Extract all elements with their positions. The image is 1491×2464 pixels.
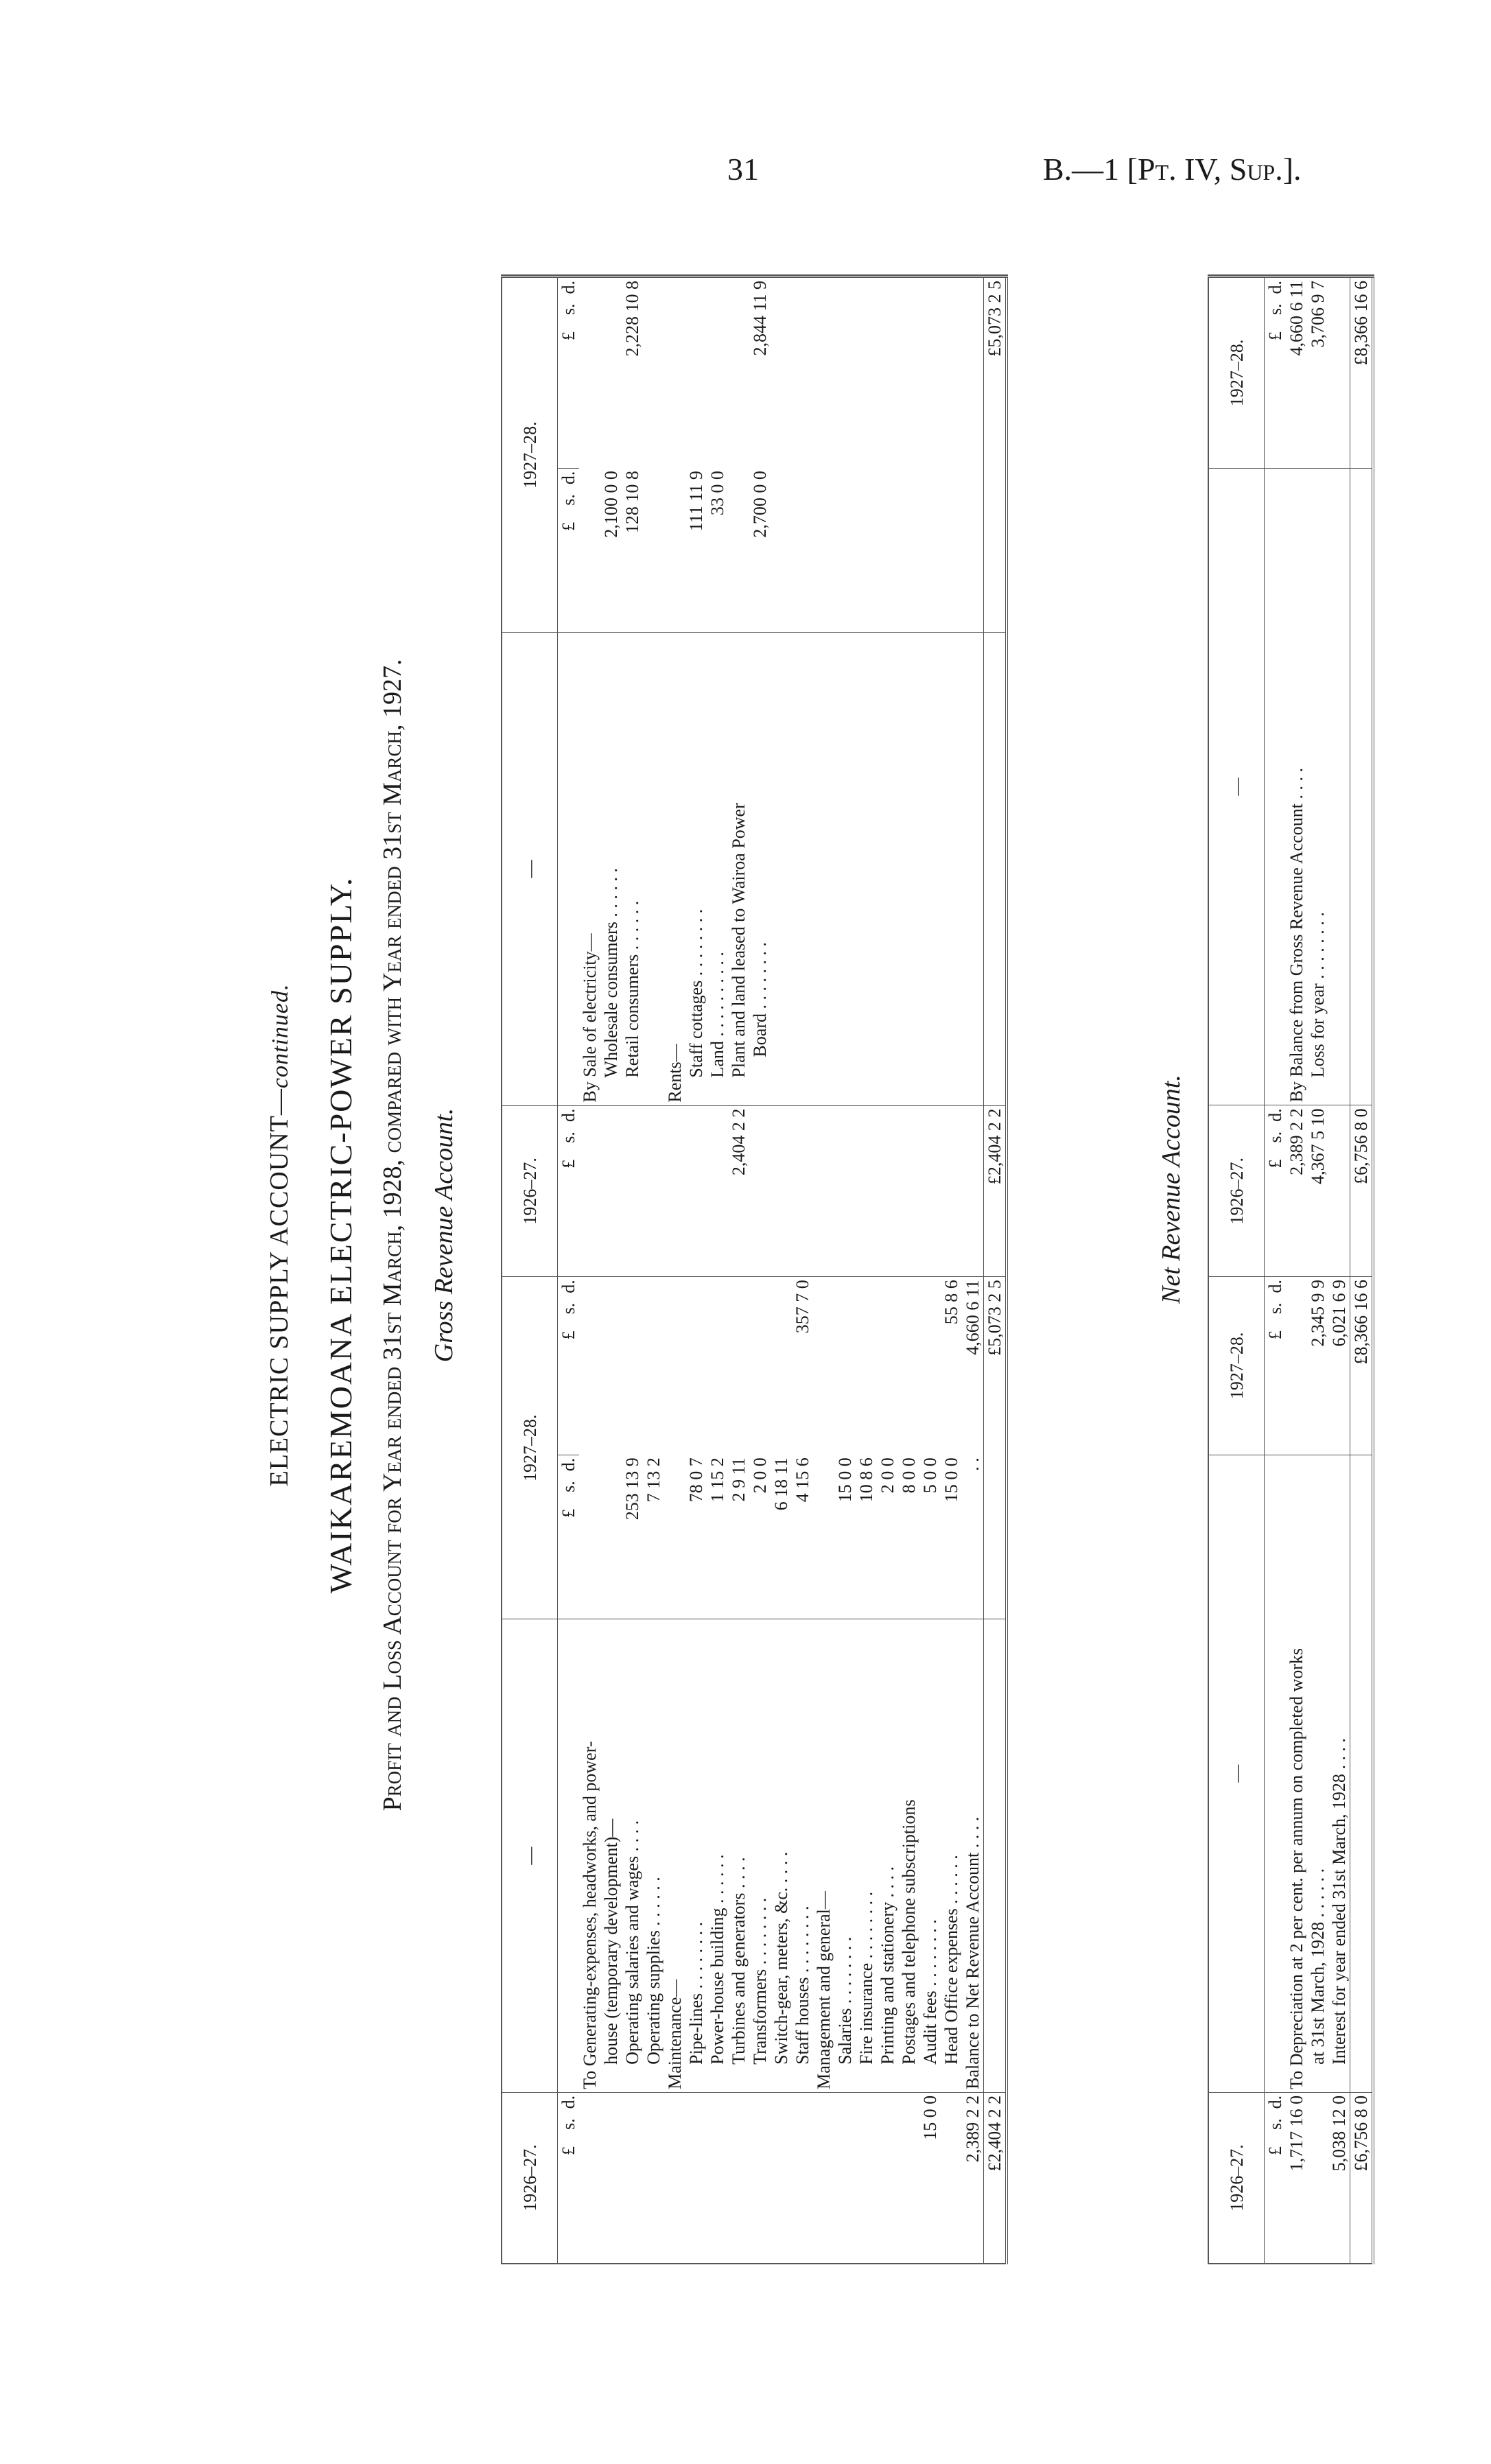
- unit-pound: £: [1265, 1330, 1285, 1340]
- account-subtitle: [377, 137, 408, 2333]
- subtotal-1927-left: [664, 1277, 685, 1455]
- item-amount: . .: [962, 1455, 984, 1619]
- account-row: [1286, 277, 1307, 2264]
- subtotal-1927-left: [749, 1277, 771, 1455]
- unit-label: [1265, 1105, 1287, 1277]
- item-description: Staff houses . . . . . . . .: [792, 1619, 813, 2093]
- amount-1926-left: [898, 2092, 919, 2264]
- unit-pound: £: [559, 521, 578, 531]
- section-title: [264, 137, 294, 2333]
- item-amount: 10 8 6: [856, 1455, 877, 1619]
- unit-pound: £: [1265, 331, 1285, 341]
- item-amount: 5 0 0: [919, 1455, 941, 1619]
- total-1926-right: £2,404 2 2: [984, 1105, 1007, 1277]
- item-description: Interest for year ended 31st March, 1928 . . . .: [1328, 1455, 1350, 2092]
- item-description: [834, 633, 856, 1105]
- item-description: [813, 633, 834, 1105]
- subtotal-1927-left: [898, 1277, 919, 1455]
- amount-1926-right: [643, 1105, 664, 1277]
- subtotal-1927-left: [877, 1277, 898, 1455]
- amount-1926-left: [813, 2092, 834, 2264]
- item-amount: [664, 1455, 685, 1619]
- net-header-row: [1208, 277, 1265, 2264]
- item-amount: [771, 468, 792, 633]
- item-amount: 7 13 2: [643, 1455, 664, 1619]
- account-row: [941, 277, 962, 2264]
- item-description: [898, 633, 919, 1105]
- unit-shilling: s.: [559, 303, 578, 316]
- account-row: [919, 277, 941, 2264]
- total-1927-left: £8,366 16 6: [1350, 1277, 1374, 1455]
- unit-pence: d.: [1265, 1108, 1285, 1122]
- amount-1926-right: [664, 1105, 685, 1277]
- item-amount: [813, 468, 834, 633]
- item-description: [1328, 468, 1350, 1105]
- subtotal-1927-left: 4,660 6 11: [963, 1280, 983, 1355]
- total-spacer: [1350, 1455, 1374, 2092]
- amount-1926-right: [1328, 1105, 1350, 1277]
- amount-1926-right: [579, 1105, 600, 1277]
- account-row: [856, 277, 877, 2264]
- unit-pence: d.: [559, 471, 578, 485]
- item-description: Loss for year . . . . . . . .: [1307, 468, 1328, 1105]
- reference-prefix: B.—1 [: [1043, 152, 1138, 187]
- total-spacer: [984, 1455, 1007, 1619]
- unit-shilling: s.: [559, 1481, 578, 1492]
- amount-1926-right: [962, 1105, 984, 1277]
- subtotal-1927-left: [685, 1277, 707, 1455]
- amount-1926-left: [749, 2092, 771, 2264]
- subtotal-1927-right: [579, 277, 600, 469]
- subtotal-1927-left: [579, 1277, 600, 1455]
- amount-1926-left: [877, 2092, 898, 2264]
- unit-label: [558, 1619, 580, 2093]
- totals-row: [1350, 277, 1374, 2264]
- subtotal-1927-right: [856, 277, 877, 469]
- amount-1926-left: [834, 2092, 856, 2264]
- unit-pence: d.: [1265, 281, 1285, 294]
- subtotal-1927-right: [941, 277, 962, 469]
- account-subtitle-text: Profit and Loss Account for Year ended 31st March, 1928, compared with Year ended 31st March, 1927.: [378, 659, 407, 1811]
- amount-1926-left: 1,717 16 0: [1287, 2095, 1306, 2172]
- unit-shilling: s.: [1265, 303, 1285, 316]
- item-description: [919, 633, 941, 1105]
- total-spacer: [984, 633, 1007, 1105]
- reference-part: Pt. IV, Sup.: [1138, 152, 1283, 187]
- total-spacer: [984, 468, 1007, 633]
- item-amount: 78 0 7: [685, 1455, 707, 1619]
- account-row: [664, 277, 685, 2264]
- item-amount: 15 0 0: [834, 1455, 856, 1619]
- account-row: [579, 277, 600, 2264]
- item-description: [856, 633, 877, 1105]
- item-description: Board . . . . . . . .: [749, 633, 771, 1105]
- subtotal-1927-left: [834, 1277, 856, 1455]
- account-row: [771, 277, 792, 2264]
- unit-label: [558, 633, 580, 1105]
- item-description: Maintenance—: [664, 1619, 685, 2093]
- unit-pound: £: [559, 1330, 578, 1340]
- units-row: [1265, 277, 1287, 2264]
- account-row: [728, 277, 749, 2264]
- total-1926-left: £6,756 8 0: [1350, 2092, 1374, 2264]
- item-amount: [813, 1455, 834, 1619]
- col-desc-left: —: [502, 1619, 558, 2093]
- col-1926-right: 1926–27.: [1208, 1105, 1265, 1277]
- col-1926-right: 1926–27.: [502, 1105, 558, 1277]
- subtotal-1927-right: [792, 277, 813, 469]
- amount-1926-left: 5,038 12 0: [1329, 2095, 1349, 2172]
- item-amount: 111 11 9: [685, 468, 707, 633]
- subtotal-1927-right: [834, 277, 856, 469]
- amount-1926-right: [813, 1105, 834, 1277]
- unit-label: [558, 277, 580, 469]
- item-description: Power-house building . . . . . .: [707, 1619, 728, 2093]
- amount-1927-right: [1328, 277, 1350, 469]
- item-description: Pipe-lines . . . . . . . .: [685, 1619, 707, 2093]
- unit-pound: £: [559, 1508, 578, 1518]
- item-amount: [728, 468, 749, 633]
- amount-1926-left: [771, 2092, 792, 2264]
- subtotal-1927-left: 357 7 0: [793, 1280, 812, 1334]
- unit-shilling: s.: [1265, 1302, 1285, 1315]
- item-description: Operating supplies . . . . . .: [643, 1619, 664, 2093]
- subtotal-1927-right: 2,228 10 8: [622, 281, 642, 357]
- account-row: [962, 277, 984, 2264]
- unit-pence: d.: [559, 281, 578, 294]
- item-amount: [643, 468, 664, 633]
- subtotal-1927-left: [707, 1277, 728, 1455]
- amount-1927-left: 2,345 9 9: [1307, 1277, 1328, 1455]
- account-title: WAIKAREMOANA ELECTRIC-POWER SUPPLY.: [323, 876, 358, 1594]
- col-1927-right: 1927–28.: [1208, 277, 1265, 469]
- subtotal-1927-right: 2,844 11 9: [750, 281, 770, 356]
- amount-1926-right: [707, 1105, 728, 1277]
- subtotal-1927-left: [600, 1277, 622, 1455]
- item-amount: 2 0 0: [877, 1455, 898, 1619]
- section-title-continued: continued.: [268, 983, 293, 1089]
- amount-1926-right: 2,389 2 2: [1286, 1105, 1307, 1277]
- subtotal-1927-left: [856, 1277, 877, 1455]
- amount-1927-right: 3,706 9 7: [1307, 277, 1328, 469]
- item-description: house (temporary development)—: [600, 1619, 622, 2093]
- item-amount: [792, 468, 813, 633]
- item-amount: 253 13 9: [622, 1455, 643, 1619]
- unit-label: [1265, 277, 1287, 469]
- total-spacer: [1350, 468, 1374, 1105]
- subtotal-1927-left: [813, 1277, 834, 1455]
- amount-1926-right: [898, 1105, 919, 1277]
- unit-pence: d.: [559, 2095, 578, 2109]
- item-description: To Depreciation at 2 per cent. per annum on completed works: [1286, 1455, 1307, 2092]
- account-row: [877, 277, 898, 2264]
- col-1926-left: 1926–27.: [1208, 2092, 1265, 2264]
- subtotal-1927-right: [919, 277, 941, 469]
- item-amount: [962, 468, 984, 633]
- item-amount: 2 0 0: [749, 1455, 771, 1619]
- col-desc-left: —: [1208, 1455, 1265, 2092]
- page-number: 31: [727, 152, 759, 187]
- item-amount: [579, 468, 600, 633]
- item-amount: [877, 468, 898, 633]
- item-amount: [834, 468, 856, 633]
- amount-1926-right: 4,367 5 10: [1307, 1105, 1328, 1277]
- amount-1926-right: [600, 1105, 622, 1277]
- amount-1927-left: 6,021 6 9: [1328, 1277, 1350, 1455]
- amount-1926-left: [728, 2092, 749, 2264]
- account-row: [1328, 277, 1350, 2264]
- item-amount: [579, 1455, 600, 1619]
- amount-1926-left: [685, 2092, 707, 2264]
- unit-shilling: s.: [559, 1131, 578, 1143]
- item-description: Printing and stationery . . . .: [877, 1619, 898, 2093]
- amount-1926-left: [579, 2092, 600, 2264]
- item-amount: 33 0 0: [707, 468, 728, 633]
- col-1927-left: 1927–28.: [1208, 1277, 1265, 1455]
- account-row: [643, 277, 664, 2264]
- amount-1926-right: [919, 1105, 941, 1277]
- account-row: [898, 277, 919, 2264]
- item-description: Audit fees . . . . . . . .: [919, 1619, 941, 2093]
- amount-1926-left: [1307, 2092, 1328, 2264]
- amount-1926-right: [877, 1105, 898, 1277]
- total-1926-left: £2,404 2 2: [984, 2092, 1007, 2264]
- item-description: Head Office expenses . . . . . .: [941, 1619, 962, 2093]
- item-amount: [600, 1455, 622, 1619]
- account-row: [1307, 277, 1328, 2264]
- unit-pound: £: [559, 331, 578, 341]
- item-description: Retail consumers . . . . . .: [622, 633, 643, 1105]
- subtotal-1927-right: [600, 277, 622, 469]
- item-description: Turbines and generators . . . .: [728, 1619, 749, 2093]
- subtotal-1927-right: [962, 277, 984, 469]
- unit-shilling: s.: [559, 1302, 578, 1315]
- unit-label: [1265, 1277, 1287, 1455]
- item-amount: 2 9 11: [728, 1455, 749, 1619]
- amount-1926-right: [771, 1105, 792, 1277]
- unit-shilling: s.: [559, 2118, 578, 2130]
- unit-pound: £: [1265, 2146, 1285, 2155]
- item-amount: 4 15 6: [792, 1455, 813, 1619]
- amount-1926-left: [600, 2092, 622, 2264]
- subtotal-1927-right: [707, 277, 728, 469]
- col-desc-right: —: [1208, 468, 1265, 1105]
- units-row: [558, 277, 580, 2264]
- subtotal-1927-right: [877, 277, 898, 469]
- amount-1926-left: [792, 2092, 813, 2264]
- item-description: Transformers . . . . . . . .: [749, 1619, 771, 2093]
- item-amount: [919, 468, 941, 633]
- unit-label: [1265, 468, 1287, 1105]
- col-1926-left: 1926–27.: [502, 2092, 558, 2264]
- item-description: at 31st March, 1928 . . . . . .: [1307, 1455, 1328, 2092]
- item-amount: [941, 468, 962, 633]
- subtotal-1927-right: [643, 277, 664, 469]
- item-description: Balance to Net Revenue Account . . . .: [962, 1619, 984, 2093]
- unit-pound: £: [559, 1159, 578, 1169]
- col-desc-right: —: [502, 633, 558, 1105]
- item-description: By Sale of electricity—: [579, 633, 600, 1105]
- amount-1926-left: [622, 2092, 643, 2264]
- amount-1926-right: [941, 1105, 962, 1277]
- col-1927-left: 1927–28.: [502, 1277, 558, 1619]
- subtotal-1927-left: 55 8 6: [941, 1280, 961, 1325]
- amount-1926-left: [941, 2092, 962, 2264]
- item-description: To Generating-expenses, headworks, and power-: [579, 1619, 600, 2093]
- item-description: Wholesale consumers . . . . . .: [600, 633, 622, 1105]
- amount-1926-right: [622, 1105, 643, 1277]
- item-description: [877, 633, 898, 1105]
- total-1927-right: £8,366 16 6: [1350, 277, 1374, 469]
- amount-1927-left: [1286, 1277, 1307, 1455]
- item-amount: 2,700 0 0: [749, 468, 771, 633]
- item-amount: 15 0 0: [941, 1455, 962, 1619]
- amount-1926-right: 2,404 2 2: [728, 1105, 749, 1277]
- item-description: Postages and telephone subscriptions: [898, 1619, 919, 2093]
- unit-label: [1265, 1455, 1287, 2092]
- unit-pence: d.: [1265, 1280, 1285, 1293]
- item-description: Fire insurance . . . . . . . .: [856, 1619, 877, 2093]
- account-row: [749, 277, 771, 2264]
- amount-1926-left: 15 0 0: [920, 2095, 940, 2140]
- unit-label: [558, 1277, 580, 1455]
- account-row: [813, 277, 834, 2264]
- item-description: [643, 633, 664, 1105]
- subtotal-1927-left: [919, 1277, 941, 1455]
- net-revenue-heading: Net Revenue Account.: [1157, 1075, 1186, 1304]
- unit-pound: £: [559, 2146, 578, 2155]
- item-description: [941, 633, 962, 1105]
- account-row: [622, 277, 643, 2264]
- item-description: Management and general—: [813, 1619, 834, 2093]
- item-description: [792, 633, 813, 1105]
- item-amount: 2,100 0 0: [600, 468, 622, 633]
- item-amount: 8 0 0: [898, 1455, 919, 1619]
- subtotal-1927-right: [664, 277, 685, 469]
- subtotal-1927-right: [898, 277, 919, 469]
- unit-shilling: s.: [559, 494, 578, 506]
- item-description: Operating salaries and wages . . . .: [622, 1619, 643, 2093]
- item-description: Salaries . . . . . . . .: [834, 1619, 856, 2093]
- net-revenue-table: [1208, 274, 1374, 2264]
- gross-revenue-table: [501, 274, 1008, 2264]
- col-1927-right: 1927–28.: [502, 277, 558, 633]
- amount-1926-right: [834, 1105, 856, 1277]
- item-description: By Balance from Gross Revenue Account . . . .: [1286, 468, 1307, 1105]
- totals-row: [984, 277, 1007, 2264]
- unit-label: [558, 1455, 580, 1619]
- item-amount: [664, 468, 685, 633]
- item-description: [771, 633, 792, 1105]
- gross-header-row: [502, 277, 558, 2264]
- unit-shilling: s.: [1265, 1131, 1285, 1143]
- unit-pound: £: [1265, 1159, 1285, 1169]
- item-description: Staff cottages . . . . . . . .: [685, 633, 707, 1105]
- item-amount: [856, 468, 877, 633]
- unit-label: [558, 1105, 580, 1277]
- item-amount: 128 10 8: [622, 468, 643, 633]
- subtotal-1927-right: [771, 277, 792, 469]
- total-1926-right: £6,756 8 0: [1350, 1105, 1374, 1277]
- unit-pence: d.: [1265, 2095, 1285, 2109]
- unit-pence: d.: [559, 1108, 578, 1123]
- gross-revenue-heading: Gross Revenue Account.: [430, 1107, 458, 1363]
- unit-label: [558, 2092, 580, 2264]
- unit-label: [558, 468, 580, 633]
- rotated-account-content: [137, 137, 1441, 2333]
- subtotal-1927-right: [728, 277, 749, 469]
- section-title-text: ELECTRIC SUPPLY ACCOUNT—: [265, 1088, 294, 1487]
- reference-suffix: ].: [1282, 152, 1302, 187]
- subtotal-1927-left: [728, 1277, 749, 1455]
- amount-1926-right: [856, 1105, 877, 1277]
- item-description: Switch-gear, meters, &c. . . . .: [771, 1619, 792, 2093]
- unit-label: [1265, 2092, 1287, 2264]
- unit-pence: d.: [559, 1457, 578, 1472]
- total-spacer: [984, 1619, 1007, 2093]
- item-amount: [898, 468, 919, 633]
- unit-pence: d.: [559, 1280, 578, 1293]
- amount-1926-right: [749, 1105, 771, 1277]
- amount-1926-left: 2,389 2 2: [963, 2095, 983, 2163]
- account-row: [707, 277, 728, 2264]
- item-description: [962, 633, 984, 1105]
- subtotal-1927-right: [813, 277, 834, 469]
- account-row: [600, 277, 622, 2264]
- amount-1926-right: [792, 1105, 813, 1277]
- account-row: [685, 277, 707, 2264]
- account-row: [834, 277, 856, 2264]
- subtotal-1927-left: [622, 1277, 643, 1455]
- item-description: Plant and land leased to Wairoa Power: [728, 633, 749, 1105]
- item-amount: 1 15 2: [707, 1455, 728, 1619]
- amount-1926-left: [707, 2092, 728, 2264]
- unit-shilling: s.: [1265, 2118, 1285, 2130]
- item-description: Rents—: [664, 633, 685, 1105]
- amount-1926-left: [643, 2092, 664, 2264]
- item-description: Land . . . . . . . . . .: [707, 633, 728, 1105]
- subtotal-1927-left: [771, 1277, 792, 1455]
- total-1927-right: £5,073 2 5: [984, 277, 1007, 469]
- subtotal-1927-right: [685, 277, 707, 469]
- amount-1927-right: 4,660 6 11: [1286, 277, 1307, 469]
- subtotal-1927-left: [643, 1277, 664, 1455]
- total-1927-left: £5,073 2 5: [984, 1277, 1007, 1455]
- amount-1926-right: [685, 1105, 707, 1277]
- account-row: [792, 277, 813, 2264]
- amount-1926-left: [664, 2092, 685, 2264]
- item-amount: 6 18 11: [771, 1455, 792, 1619]
- amount-1926-left: [856, 2092, 877, 2264]
